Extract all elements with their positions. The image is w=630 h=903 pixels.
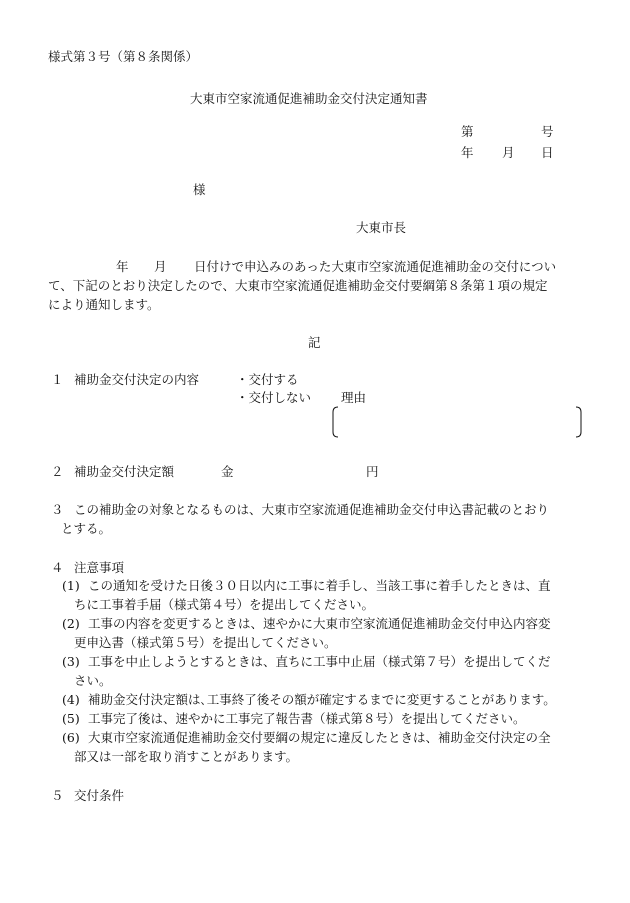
item-5-number: ５	[51, 788, 64, 803]
note-line: この通知を受けた日後３０日以内に工事に着手し、当該工事に着手したときは、直	[88, 578, 551, 593]
sender-name: 大東市長	[356, 220, 407, 235]
body-month: 月	[154, 259, 167, 274]
body-line-1: 日付けで申込みのあった大東市空家流通促進補助金の交付につい	[194, 259, 557, 274]
reason-bracket	[332, 406, 582, 438]
body-line-2: て、下記のとおり決定したので、大東市空家流通促進補助金交付要綱第８条第１項の規定	[48, 278, 548, 293]
item-1-number: １	[51, 372, 64, 387]
date-day: 日	[541, 145, 554, 160]
amount-prefix: 金	[221, 464, 234, 479]
note-number: (3)	[62, 654, 80, 669]
option-not-grant: ・交付しない	[236, 390, 312, 405]
note-line: 部又は一部を取り消すことがあります。	[74, 749, 299, 764]
amount-suffix: 円	[366, 464, 379, 479]
note-line: さい。	[74, 673, 112, 688]
document-title: 大東市空家流通促進補助金交付決定通知書	[190, 91, 428, 106]
item-5-label: 交付条件	[74, 788, 125, 803]
note-number: (6)	[62, 730, 80, 745]
note-number: (2)	[62, 616, 80, 631]
note-line: 工事の内容を変更するときは、速やかに大東市空家流通促進補助金交付申込内容変	[88, 616, 551, 631]
item-1-label: 補助金交付決定の内容	[74, 372, 200, 387]
item-3-line-1: この補助金の対象となるものは、大東市空家流通促進補助金交付申込書記載のとおり	[74, 502, 550, 517]
item-3-line-2: とする。	[61, 521, 112, 536]
item-4-number: ４	[51, 560, 64, 575]
reason-label: 理由	[341, 390, 367, 405]
note-line: 工事を中止しようとするときは、直ちに工事中止届（様式第７号）を提出してくだ	[88, 654, 551, 669]
date-month: 月	[502, 145, 515, 160]
note-line: 工事完了後は、速やかに工事完了報告書（様式第８号）を提出してください。	[88, 711, 526, 726]
option-grant: ・交付する	[236, 372, 299, 387]
item-3-number: ３	[51, 502, 64, 517]
item-2-number: ２	[51, 464, 64, 479]
body-year: 年	[116, 259, 129, 274]
note-number: (1)	[62, 578, 80, 593]
item-4-label: 注意事項	[74, 560, 125, 575]
note-line: 更申込書（様式第５号）を提出してください。	[74, 635, 337, 650]
reference-number-suffix: 号	[541, 124, 554, 139]
note-line: 補助金交付決定額は､工事終了後その額が確定するまでに変更することがあります。	[88, 692, 556, 707]
date-year: 年	[461, 145, 474, 160]
note-line: 大東市空家流通促進補助金交付要綱の規定に違反したときは、補助金交付決定の全	[88, 730, 551, 745]
body-line-3: により通知します。	[48, 297, 160, 312]
reference-number-prefix: 第	[461, 124, 474, 139]
note-line: ちに工事着手届（様式第４号）を提出してください。	[74, 597, 375, 612]
addressee-honorific: 様	[193, 182, 206, 197]
ki-heading: 記	[308, 335, 321, 350]
note-number: (4)	[62, 692, 80, 707]
form-number-label: 様式第３号（第８条関係）	[48, 49, 199, 64]
note-number: (5)	[62, 711, 80, 726]
item-2-label: 補助金交付決定額	[74, 464, 175, 479]
